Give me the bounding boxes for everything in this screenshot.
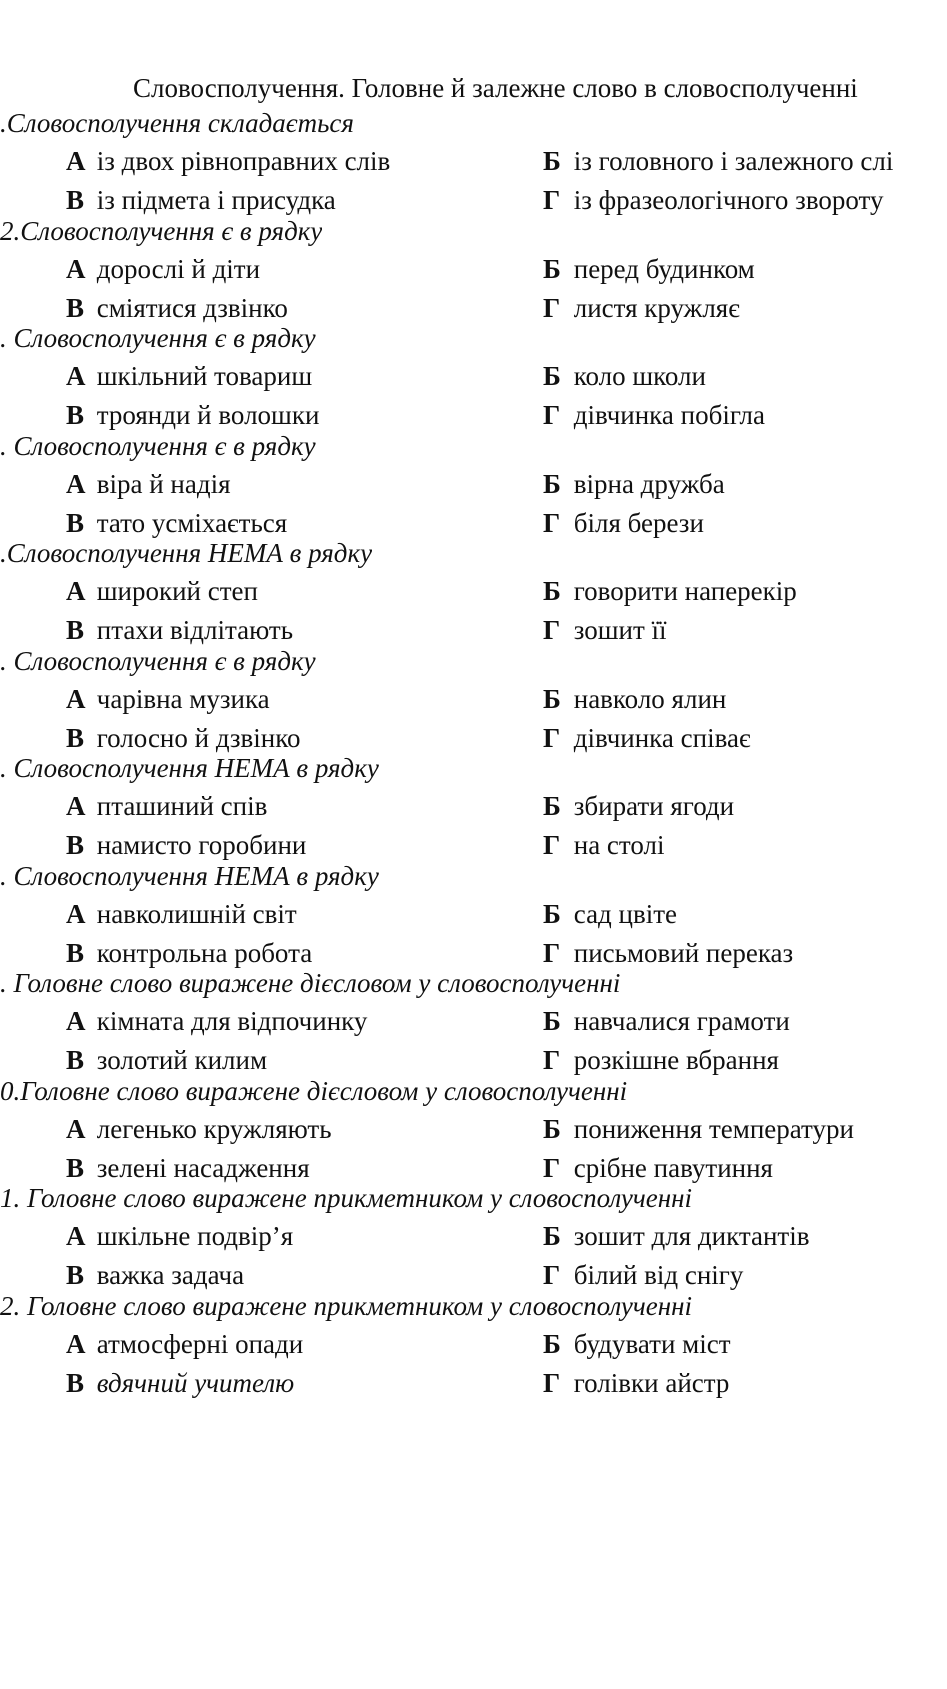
question-text: . Словосполучення НЕМА в рядку <box>0 753 379 783</box>
question-2 <box>0 215 947 331</box>
option-text: говорити наперекір <box>573 576 797 606</box>
question-text: .Словосполучення НЕМА в рядку <box>0 538 373 568</box>
option-text: шкільний товариш <box>96 361 313 391</box>
option-letter: В <box>66 830 85 860</box>
answer-option <box>543 507 704 539</box>
option-letter: Г <box>543 1260 561 1290</box>
answer-option <box>543 468 725 500</box>
option-text: навколишній світ <box>96 899 297 929</box>
answer-option <box>66 1328 303 1360</box>
option-text: коло школи <box>573 361 706 391</box>
option-letter: В <box>66 185 85 215</box>
answer-option <box>66 898 297 930</box>
answer-option <box>543 575 797 607</box>
option-text: голосно й дзвінко <box>96 723 301 753</box>
question-4 <box>0 430 947 546</box>
option-letter: В <box>66 1153 85 1183</box>
answer-option <box>543 937 793 969</box>
answer-option <box>66 468 231 500</box>
option-letter: А <box>66 361 86 391</box>
answer-option <box>66 253 260 285</box>
option-letter: Г <box>543 508 561 538</box>
question-3 <box>0 322 947 438</box>
option-letter: В <box>66 1368 85 1398</box>
question-text: 2.Словосполучення є в рядку <box>0 216 323 246</box>
option-text: легенько кружляють <box>96 1114 332 1144</box>
option-letter: А <box>66 1329 86 1359</box>
option-letter: А <box>66 146 86 176</box>
option-letter: А <box>66 469 86 499</box>
question-9 <box>0 967 947 1083</box>
option-text: дівчинка побігла <box>573 400 765 430</box>
option-text: шкільне подвір’я <box>96 1221 294 1251</box>
answer-option <box>543 1328 731 1360</box>
answer-option <box>66 1044 267 1076</box>
option-text: із підмета і присудка <box>96 185 336 215</box>
option-letter: Б <box>543 469 561 499</box>
option-text: зелені насадження <box>96 1153 310 1183</box>
option-letter: Г <box>543 1153 561 1183</box>
question-5 <box>0 537 947 653</box>
option-text: дорослі й діти <box>96 254 261 284</box>
option-letter: А <box>66 1114 86 1144</box>
answer-option <box>66 722 301 754</box>
option-letter: А <box>66 254 86 284</box>
option-letter: Б <box>543 684 561 714</box>
option-letter: Г <box>543 830 561 860</box>
answer-option <box>66 683 270 715</box>
option-text: збирати ягоди <box>573 791 735 821</box>
question-1 <box>0 107 947 223</box>
answer-option <box>66 937 312 969</box>
answer-option <box>66 1259 244 1291</box>
option-letter: А <box>66 791 86 821</box>
question-6 <box>0 645 947 761</box>
answer-option <box>66 1152 310 1184</box>
option-text: пташиний спів <box>96 791 268 821</box>
answer-option <box>543 1220 810 1252</box>
option-text: із головного і залежного слі <box>573 146 894 176</box>
question-text: 1. Головне слово виражене прикметником у словосполученні <box>0 1183 693 1213</box>
option-text: чарівна музика <box>96 684 270 714</box>
answer-option <box>66 1005 367 1037</box>
question-12 <box>0 1290 947 1406</box>
option-letter: Б <box>543 1329 561 1359</box>
question-text: . Словосполучення є в рядку <box>0 323 316 353</box>
question-10 <box>0 1075 947 1191</box>
option-letter: Г <box>543 938 561 968</box>
option-text: листя кружляє <box>573 293 740 323</box>
answer-option <box>543 1113 854 1145</box>
option-letter: Б <box>543 791 561 821</box>
option-letter: В <box>66 615 85 645</box>
option-text: навколо ялин <box>573 684 727 714</box>
option-letter: В <box>66 723 85 753</box>
question-11 <box>0 1182 947 1298</box>
question-text: 0.Головне слово виражене дієсловом у словосполученні <box>0 1076 628 1106</box>
answer-option <box>66 399 319 431</box>
answer-option <box>66 360 312 392</box>
question-text: . Словосполучення є в рядку <box>0 431 316 461</box>
option-text: срібне павутиння <box>573 1153 773 1183</box>
option-text: сміятися дзвінко <box>96 293 288 323</box>
option-text: вдячний учителю <box>96 1368 295 1398</box>
option-letter: Г <box>543 185 561 215</box>
option-text: зошит її <box>573 615 667 645</box>
option-text: перед будинком <box>573 254 755 284</box>
answer-option <box>543 145 893 177</box>
answer-option <box>66 614 293 646</box>
option-letter: В <box>66 400 85 430</box>
answer-option <box>543 1259 743 1291</box>
option-text: тато усміхається <box>96 508 288 538</box>
answer-option <box>543 722 751 754</box>
option-text: білий від снігу <box>573 1260 744 1290</box>
option-letter: Г <box>543 1045 561 1075</box>
option-text: зошит для диктантів <box>573 1221 810 1251</box>
option-text: контрольна робота <box>96 938 313 968</box>
answer-option <box>66 184 336 216</box>
option-letter: А <box>66 684 86 714</box>
answer-option <box>543 683 726 715</box>
answer-option <box>66 507 287 539</box>
option-text: птахи відлітають <box>96 615 294 645</box>
answer-option <box>543 292 740 324</box>
option-text: широкий степ <box>96 576 258 606</box>
option-letter: Б <box>543 254 561 284</box>
option-letter: Г <box>543 400 561 430</box>
option-text: намисто горобини <box>96 830 307 860</box>
option-text: із фразеологічного звороту <box>573 185 884 215</box>
option-letter: Б <box>543 146 561 176</box>
option-text: навчалися грамоти <box>573 1006 790 1036</box>
option-text: атмосферні опади <box>96 1329 304 1359</box>
question-text: . Головне слово виражене дієсловом у словосполученні <box>0 968 621 998</box>
answer-option <box>543 1005 790 1037</box>
option-text: дівчинка співає <box>573 723 751 753</box>
option-letter: Г <box>543 615 561 645</box>
option-letter: В <box>66 1260 85 1290</box>
option-letter: Г <box>543 293 561 323</box>
option-text: віра й надія <box>96 469 231 499</box>
answer-option <box>543 360 706 392</box>
answer-option <box>543 614 667 646</box>
option-text: розкішне вбрання <box>573 1045 779 1075</box>
option-letter: В <box>66 1045 85 1075</box>
question-text: .Словосполучення складається <box>0 108 354 138</box>
answer-option <box>543 1152 773 1184</box>
answer-option <box>66 145 390 177</box>
option-letter: Б <box>543 1114 561 1144</box>
question-text: 2. Головне слово виражене прикметником у словосполученні <box>0 1291 693 1321</box>
answer-option <box>543 1044 779 1076</box>
option-letter: Б <box>543 1221 561 1251</box>
answer-option <box>543 790 734 822</box>
option-text: письмовий переказ <box>573 938 794 968</box>
option-letter: А <box>66 899 86 929</box>
option-text: сад цвіте <box>573 899 678 929</box>
answer-option <box>66 575 258 607</box>
option-letter: В <box>66 293 85 323</box>
answer-option <box>543 829 664 861</box>
answer-option <box>543 253 755 285</box>
option-letter: В <box>66 508 85 538</box>
answer-option <box>66 1367 294 1399</box>
answer-option <box>66 829 306 861</box>
option-letter: Б <box>543 899 561 929</box>
option-letter: Б <box>543 361 561 391</box>
answer-option <box>66 1113 332 1145</box>
option-text: кімната для відпочинку <box>96 1006 368 1036</box>
answer-option <box>66 790 267 822</box>
option-text: із двох рівноправних слів <box>96 146 391 176</box>
question-8 <box>0 860 947 976</box>
question-7 <box>0 752 947 868</box>
option-text: біля берези <box>573 508 704 538</box>
answer-option <box>543 898 677 930</box>
option-text: голівки айстр <box>573 1368 730 1398</box>
option-text: вірна дружба <box>573 469 725 499</box>
option-text: будувати міст <box>573 1329 731 1359</box>
option-letter: Г <box>543 723 561 753</box>
option-text: важка задача <box>96 1260 245 1290</box>
option-letter: А <box>66 1221 86 1251</box>
answer-option <box>66 292 288 324</box>
option-text: золотий килим <box>96 1045 268 1075</box>
option-text: пониження температури <box>573 1114 854 1144</box>
answer-option <box>543 184 884 216</box>
page-title: Словосполучення. Головне й залежне слово в словосполученні <box>133 73 858 103</box>
answer-option <box>66 1220 293 1252</box>
question-text: . Словосполучення НЕМА в рядку <box>0 861 379 891</box>
answer-option <box>543 1367 729 1399</box>
question-text: . Словосполучення є в рядку <box>0 646 316 676</box>
option-text: на столі <box>573 830 665 860</box>
option-letter: А <box>66 1006 86 1036</box>
option-letter: Б <box>543 576 561 606</box>
option-letter: В <box>66 938 85 968</box>
answer-option <box>543 399 765 431</box>
option-text: троянди й волошки <box>96 400 320 430</box>
option-letter: Г <box>543 1368 561 1398</box>
option-letter: Б <box>543 1006 561 1036</box>
option-letter: А <box>66 576 86 606</box>
